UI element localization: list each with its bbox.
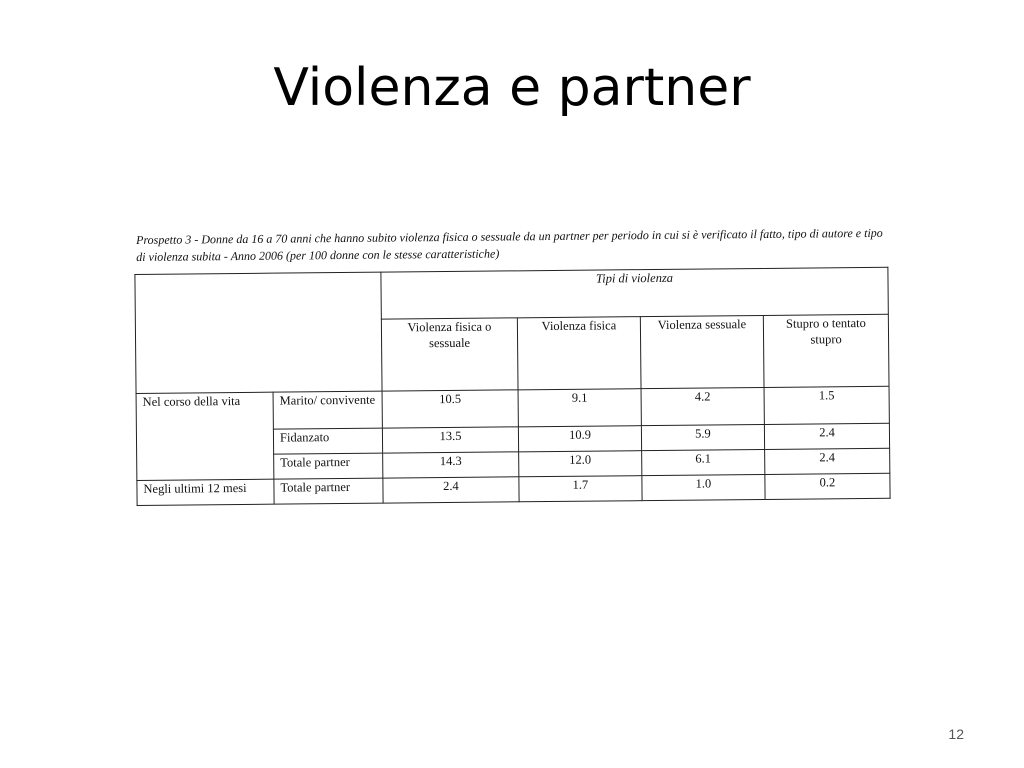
table-caption: Prospetto 3 - Donne da 16 a 70 anni che hanno subito violenza fisica o sessuale da un partner per periodo in cui si è verificato il fatto, tipo di autore e tipo di violenza subita - Anno 2006 (per 100 donne con le stesse caratteristiche) [136,225,883,264]
value-cell: 0.2 [765,473,890,499]
value-cell: 2.4 [765,448,890,474]
value-cell: 14.3 [383,452,519,478]
value-cell: 12.0 [519,451,642,477]
value-cell: 5.9 [641,424,764,450]
value-cell: 1.0 [642,474,765,500]
column-header: Stupro o tentato stupro [763,314,889,387]
header-blank-cell [135,272,382,393]
value-cell: 1.5 [764,386,889,424]
value-cell: 10.5 [382,390,518,428]
value-cell: 10.9 [518,426,641,452]
value-cell: 6.1 [642,449,765,475]
column-header: Violenza sessuale [640,315,764,388]
period-label: Nel corso della vita [136,392,274,480]
scanned-table-figure [134,225,897,506]
violence-table [134,267,890,506]
author-label: Totale partner [274,478,383,504]
value-cell: 13.5 [382,427,518,453]
value-cell: 9.1 [518,389,641,427]
period-label: Negli ultimi 12 mesi [137,479,274,505]
value-cell: 1.7 [519,476,642,502]
group-header: Tipi di violenza [381,267,888,319]
column-header: Violenza fisica o sessuale [381,318,518,391]
value-cell: 2.4 [764,423,889,449]
author-label: Marito/ convivente [273,391,382,429]
value-cell: 2.4 [383,477,519,503]
author-label: Totale partner [274,453,383,479]
slide-title: Violenza e partner [273,58,751,118]
author-label: Fidanzato [273,428,382,454]
column-header: Violenza fisica [517,317,641,390]
page-number: 12 [948,726,964,742]
value-cell: 4.2 [641,387,764,425]
